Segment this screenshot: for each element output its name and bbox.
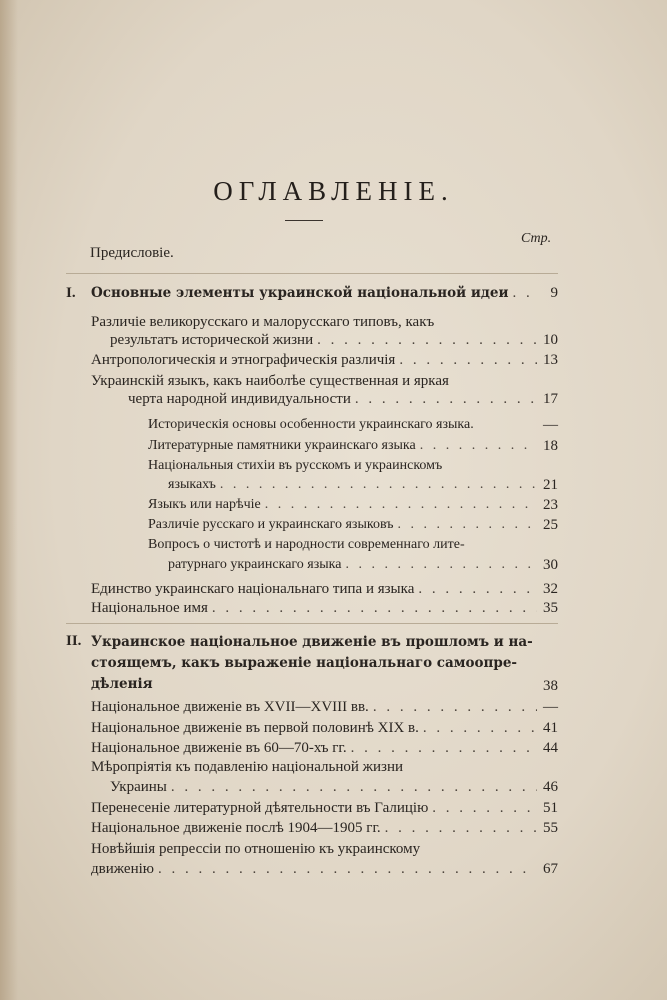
toc-entry-text[interactable]: Различiе великорусскаго и малорусскаго типовъ, какъ — [91, 314, 435, 330]
toc-subentry-text[interactable]: Нацiональныя стихiи въ русскомъ и украинскомъ — [148, 458, 443, 473]
entry-page: 13 — [543, 352, 558, 368]
chapter-title-line[interactable]: стоящемъ, какъ выраженiе нацiональнаго самоопре- — [91, 655, 518, 671]
entry-page: 18 — [543, 438, 558, 454]
toc-subentry[interactable]: Литературные памятники украинскаго языка . . . — [148, 437, 537, 455]
chapter-title[interactable]: дѣленiя — [91, 676, 153, 692]
entry-page: 55 — [543, 820, 558, 836]
entry-page: 41 — [543, 720, 558, 736]
toc-subentry-text[interactable]: Вопросъ о чистотѣ и народности современнаго лите- — [148, 537, 465, 552]
toc-entry-text[interactable]: Украинскiй языкъ, какъ наиболѣе существенная и яркая — [91, 373, 449, 389]
toc-subentry[interactable]: Историческiя основы особенности украинскаго языка. — [148, 417, 474, 432]
toc-entry[interactable]: Перенесенiе литературной дѣятельности въ Галицiю . . . — [91, 799, 537, 817]
entry-page: 10 — [543, 332, 558, 348]
entry-page: 17 — [543, 391, 558, 407]
toc-entry[interactable]: Единство украинскаго нацiональнаго типа и языка . . . — [91, 580, 537, 598]
chapter-title[interactable]: Основные элементы украинской нацiональной идеи . . . — [91, 284, 537, 302]
toc-entry[interactable]: Антропологическiя и этнографическiя различiя . . . — [91, 351, 537, 369]
chapter-numeral: II. — [66, 633, 82, 649]
toc-entry[interactable]: черта народной индивидуальности . . . — [128, 390, 537, 408]
entry-page: 21 — [543, 477, 558, 493]
entry-page: 30 — [543, 557, 558, 573]
page-column-label: Стр. — [521, 231, 552, 246]
entry-page: — — [543, 699, 558, 715]
chapter-numeral: I. — [66, 285, 76, 301]
chapter-page: 9 — [550, 285, 558, 301]
toc-entry[interactable]: движенiю . . . — [91, 860, 537, 878]
entry-page: 51 — [543, 800, 558, 816]
chapter-page: 38 — [543, 678, 558, 694]
toc-entry[interactable]: Нацiональное движенiе послѣ 1904—1905 гг. . . . — [91, 819, 537, 837]
toc-subentry[interactable]: Различiе русскаго и украинскаго языковъ . . . — [148, 516, 537, 534]
page-title: ОГЛАВЛЕНIЕ. — [213, 176, 454, 206]
toc-entry-text[interactable]: Новѣйшiя репрессiи по отношенiю къ украинскому — [91, 841, 421, 857]
preface-entry[interactable]: Предисловiе. — [90, 245, 174, 261]
toc-subentry[interactable]: Языкъ или нарѣчiе . . . — [148, 496, 537, 514]
toc-entry[interactable]: Украины . . . — [110, 778, 537, 796]
entry-page: 23 — [543, 497, 558, 513]
chapter-title-line[interactable]: Украинское нацiональное движенiе въ прошломъ и на- — [91, 634, 533, 650]
toc-entry-text[interactable]: Мѣропрiятiя къ подавленiю нацiональной жизни — [91, 759, 404, 775]
entry-page: 67 — [543, 861, 558, 877]
toc-entry[interactable]: Нацiональное движенiе въ первой половинѣ XIX в. . . . — [91, 719, 537, 737]
toc-subentry[interactable]: языкахъ . . . — [168, 476, 537, 494]
entry-page: 25 — [543, 517, 558, 533]
entry-page: 46 — [543, 779, 558, 795]
entry-page: 44 — [543, 740, 558, 756]
toc-entry[interactable]: Нацiональное движенiе въ 60—70-хъ гг. . . . — [91, 739, 537, 757]
entry-page: 32 — [543, 581, 558, 597]
toc-entry[interactable]: Нацiональное имя . . . — [91, 599, 537, 617]
entry-page: — — [543, 417, 558, 433]
toc-entry[interactable]: результатъ исторической жизни . . . — [110, 331, 537, 349]
toc-entry[interactable]: Нацiональное движенiе въ XVII—XVIII вв. . . . — [91, 698, 537, 716]
entry-page: 35 — [543, 600, 558, 616]
toc-subentry[interactable]: ратурнаго украинскаго языка . . . — [168, 556, 537, 574]
